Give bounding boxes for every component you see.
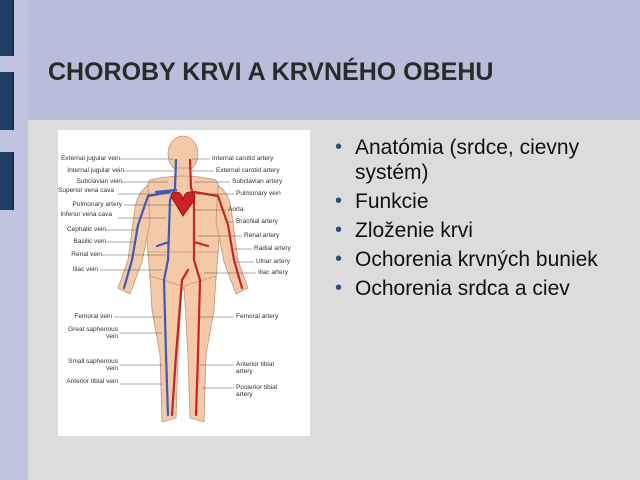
label-great-saphenous-vein: Great saphenous vein	[68, 326, 118, 340]
label-renal-artery: Renal artery	[244, 232, 280, 239]
label-internal-carotid-artery: Internal carotid artery	[212, 155, 274, 162]
side-tab-1	[0, 0, 14, 56]
side-tab-2	[0, 72, 14, 130]
label-pulmonary-artery: Pulmonary artery	[72, 201, 122, 208]
label-femoral-artery: Femoral artery	[236, 313, 279, 320]
topic-item-blood-cell-diseases: • Ochorenia krvných buniek	[332, 247, 632, 272]
label-cephalic-vein: Cephalic vein	[66, 226, 106, 233]
topic-item-heart-vessel-diseases: • Ochorenia srdca a ciev	[332, 276, 632, 301]
label-small-saphenous-vein: Small saphenous vein	[68, 358, 118, 372]
label-external-jugular-vein: External jugular vein	[61, 155, 120, 162]
label-radial-artery: Radial artery	[254, 245, 291, 252]
label-ulnar-artery: Ulnar artery	[256, 258, 290, 265]
label-renal-vein: Renal vein	[71, 251, 102, 258]
label-internal-jugular-vein: Internal jugular vein	[67, 167, 124, 174]
label-posterior-tibial-artery: Posterior tibial artery	[236, 384, 278, 398]
label-superior-vena-cava: Superior vena cava	[58, 187, 115, 194]
label-iliac-vein: Iliac vein	[72, 266, 98, 273]
label-inferior-vena-cava: Inferior vena cava	[60, 211, 112, 218]
label-subclavian-vein: Subclavian vein	[76, 178, 122, 185]
label-pulmonary-vein: Pulmonary vein	[236, 190, 281, 197]
slide-title: CHOROBY KRVI A KRVNÉHO OBEHU	[48, 58, 494, 86]
label-anterior-tibial-artery: Anterior tibial artery	[236, 361, 274, 375]
label-external-carotid-artery: External carotid artery	[216, 167, 280, 174]
circulatory-system-illustration	[58, 130, 310, 436]
label-femoral-vein: Femoral vein	[74, 313, 112, 320]
side-tab-3	[0, 152, 14, 210]
label-anterior-tibial-vein: Anterior tibial vein	[66, 378, 118, 385]
topic-item-anatomy: • Anatómia (srdce, cievny systém)	[332, 135, 632, 185]
topic-list	[332, 135, 632, 305]
topic-item-blood-composition: • Zloženie krvi	[332, 218, 632, 243]
label-subclavian-artery: Subclavian artery	[232, 178, 283, 185]
label-iliac-artery: Iliac artery	[258, 269, 288, 276]
label-aorta: Aorta	[228, 206, 244, 213]
label-basilic-vein: Basilic vein	[73, 238, 106, 245]
topic-item-functions: • Funkcie	[332, 189, 632, 214]
label-brachial-artery: Brachial artery	[236, 218, 278, 225]
